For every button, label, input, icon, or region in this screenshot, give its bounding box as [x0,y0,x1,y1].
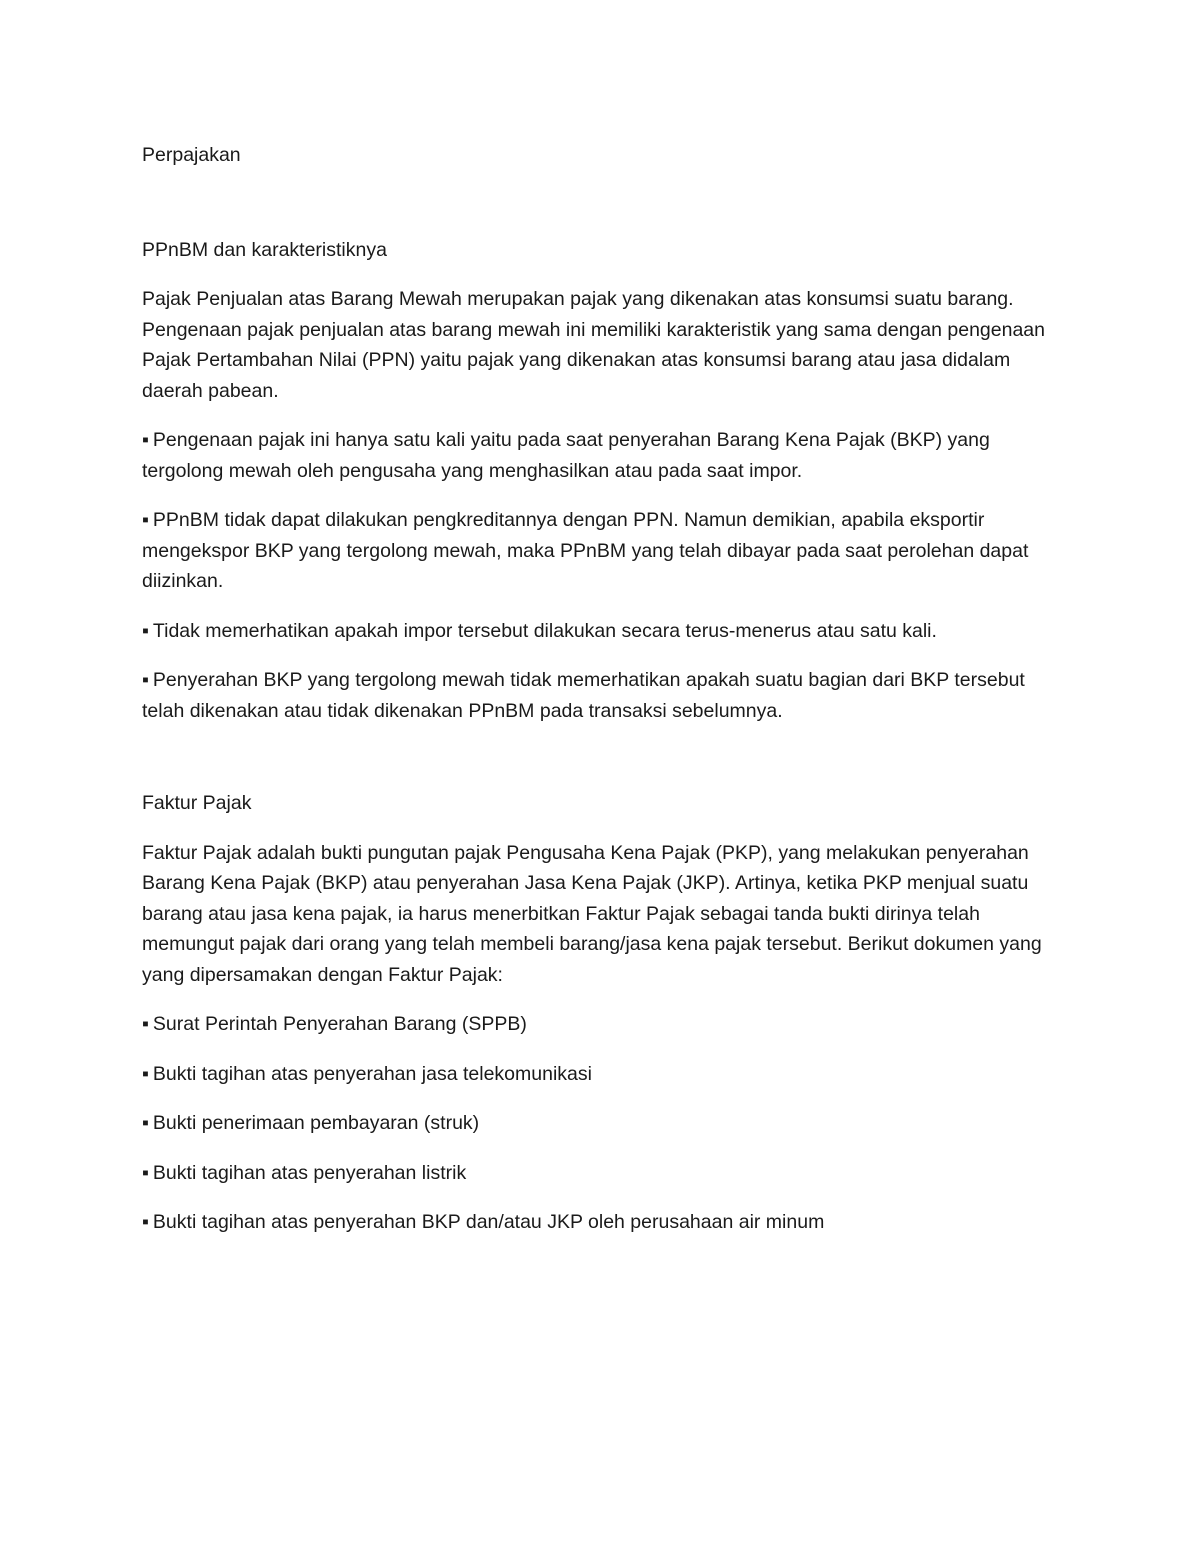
section-paragraph: Faktur Pajak adalah bukti pungutan pajak Pengusaha Kena Pajak (PKP), yang melakukan penyerahan Barang Kena Pajak (BKP) atau penyerahan Jasa Kena Pajak (JKP). Artinya, ketika PKP menjual suatu barang atau jasa kena pajak, ia harus menerbitkan Faktur Pajak sebagai tanda bukti dirinya telah memungut pajak dari orang yang telah membeli barang/jasa kena pajak tersebut. Berikut dokumen yang yang dipersamakan dengan Faktur Pajak: [142,841,1042,986]
list-item [142,1108,1062,1139]
section-heading: PPnBM dan karakteristiknya [142,238,387,261]
section-ppnbm [142,235,1062,727]
list-item [142,1009,1062,1040]
bullet-icon: ▪ [142,1062,149,1085]
bullet-icon: ▪ [142,1211,149,1233]
list-item-text: Penyerahan BKP yang tergolong mewah tidak memerhatikan apakah suatu bagian dari BKP tersebut telah dikenakan atau tidak dikenakan PPnBM pada transaksi sebelumnya. [142,669,1025,722]
bullet-list [142,1009,1062,1238]
bullet-icon: ▪ [142,1112,149,1134]
list-item-text: Bukti tagihan atas penyerahan jasa telekomunikasi [152,1062,592,1085]
document-content [142,140,1062,1257]
section-paragraph: Pajak Penjualan atas Barang Mewah merupakan pajak yang dikenakan atas konsumsi suatu barang. Pengenaan pajak penjualan atas barang mewah ini memiliki karakteristik yang sama dengan pengenaan Pajak Pertambahan Nilai (PPN) yaitu pajak yang dikenakan atas konsumsi barang atau jasa didalam daerah pabean. [142,288,1045,402]
section-faktur-pajak [142,788,1062,1238]
bullet-list [142,425,1062,726]
list-item [142,505,1062,597]
list-item-text: Surat Perintah Penyerahan Barang (SPPB) [152,1013,527,1035]
list-item [142,665,1062,726]
list-item-text: Bukti penerimaan pembayaran (struk) [152,1112,480,1134]
list-item-text: Pengenaan pajak ini hanya satu kali yaitu pada saat penyerahan Barang Kena Pajak (BKP) yang tergolong mewah oleh pengusaha yang menghasilkan atau pada saat impor. [142,429,990,482]
list-item [142,1207,1062,1238]
bullet-icon: ▪ [142,429,149,451]
bullet-icon: ▪ [142,619,149,642]
list-item [142,425,1062,486]
section-spacer [142,745,1062,788]
section-heading: Faktur Pajak [142,792,252,814]
list-item [142,1059,1062,1090]
bullet-icon: ▪ [142,1013,149,1035]
list-item-text: Bukti tagihan atas penyerahan listrik [152,1161,467,1184]
list-item-text: Tidak memerhatikan apakah impor tersebut dilakukan secara terus-menerus atau satu kali. [152,619,937,642]
document-title: Perpajakan [142,144,241,166]
bullet-icon: ▪ [142,1161,149,1184]
bullet-icon: ▪ [142,509,149,531]
list-item-text: PPnBM tidak dapat dilakukan pengkreditannya dengan PPN. Namun demikian, apabila eksportir mengekspor BKP yang tergolong mewah, maka PPnBM yang telah dibayar pada saat perolehan dapat diizinkan. [142,509,1029,592]
list-item-text: Bukti tagihan atas penyerahan BKP dan/atau JKP oleh perusahaan air minum [152,1211,825,1233]
list-item [142,616,1062,647]
bullet-icon: ▪ [142,669,149,691]
list-item [142,1158,1062,1189]
